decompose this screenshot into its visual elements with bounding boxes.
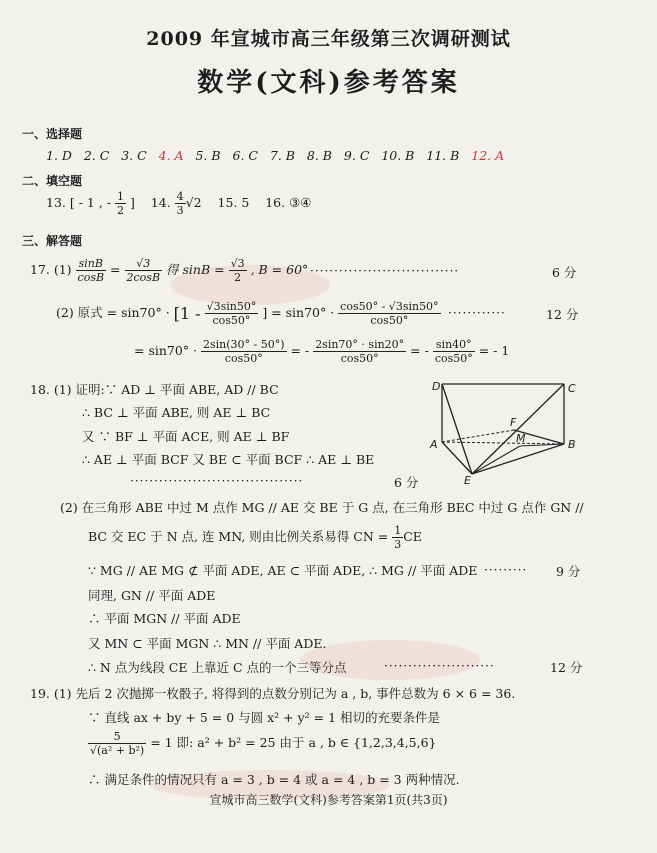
q15-answer: 15. 5 bbox=[217, 195, 250, 210]
q19-line2: ∵ 直线 ax + by + 5 = 0 与圆 x² + y² = 1 相切的充要条件是 bbox=[88, 710, 441, 725]
choice-answers bbox=[46, 148, 504, 163]
geometry-diagram bbox=[424, 378, 594, 486]
q18-2-line3: ∵ MG // AE MG ⊄ 平面 ADE, AE ⊂ 平面 ADE, ∴ MG // 平面 ADE bbox=[88, 563, 478, 578]
answer-8: 8. B bbox=[306, 148, 332, 163]
q18-1-score: 6 分 bbox=[394, 475, 419, 490]
answer-3: 3. C bbox=[121, 148, 147, 163]
page-subtitle: 数学(文科)参考答案 bbox=[197, 68, 460, 98]
label-M: M bbox=[516, 432, 526, 445]
dot-leader: ······························· bbox=[310, 264, 460, 278]
q18-2-line5: ∴ 平面 MGN // 平面 ADE bbox=[88, 611, 241, 626]
q18-2-line7: ∴ N 点为线段 CE 上靠近 C 点的一个三等分点 bbox=[88, 660, 347, 675]
dot-leader: ······················· bbox=[384, 659, 495, 673]
answer-4: 4. A bbox=[158, 148, 184, 163]
q19-line1: 19. (1) 先后 2 次抛掷一枚骰子, 将得到的点数分别记为 a , b, 事件总数为 6 × 6 = 36. bbox=[30, 686, 516, 701]
answer-6: 6. C bbox=[232, 148, 258, 163]
section-heading-solve: 三、解答题 bbox=[22, 234, 83, 248]
q14-label: 14. bbox=[150, 195, 171, 210]
label-F: F bbox=[510, 416, 517, 429]
fill-answers bbox=[46, 190, 311, 217]
q18-line3: 又 ∵ BF ⊥ 平面 ACE, 则 AE ⊥ BF bbox=[82, 429, 290, 444]
q13-fraction: $\frac{1}{2}$ bbox=[117, 190, 125, 217]
answer-5: 5. B bbox=[195, 148, 221, 163]
dot-leader: ············ bbox=[448, 306, 506, 320]
answer-1: 1. D bbox=[46, 148, 72, 163]
q13-post: ] bbox=[130, 195, 135, 210]
label-E: E bbox=[464, 474, 471, 486]
q18-2-line1: (2) 在三角形 ABE 中过 M 点作 MG // AE 交 BE 于 G 点, 在三角形 BEC 中过 G 点作 GN // bbox=[60, 500, 584, 515]
q17-2-score: 12 分 bbox=[546, 307, 579, 322]
q14-fraction: $\frac{4}{3}$ bbox=[176, 190, 184, 217]
dot-leader: ···································· bbox=[130, 474, 304, 488]
page-title: 2009 年宣城市高三年级第三次调研测试 bbox=[146, 28, 511, 50]
section-heading-choice: 一、选择题 bbox=[22, 127, 83, 141]
q18-2-line6: 又 MN ⊂ 平面 MGN ∴ MN // 平面 ADE. bbox=[88, 636, 327, 651]
q17-part2: (2) 原式 = sin70° · [1 - $\frac{√3\sin 50^\circ}{\cos 50^\circ}$ ] = sin70° · $\frac{\cos 50^\circ - √3\sin 50^\circ}{\cos 50^\circ}$ bbox=[56, 300, 439, 327]
label-A: A bbox=[430, 438, 438, 451]
q19-line3: $\frac{5}{\text{√(a² + b²)}}$ = 1 即: a² + b² = 25 由于 a , b ∈ {1,2,3,4,5,6} bbox=[90, 730, 437, 757]
answer-11: 11. B bbox=[426, 148, 460, 163]
q18-2-score12: 12 分 bbox=[550, 660, 583, 675]
q18-2-score9: 9 分 bbox=[556, 564, 581, 579]
answer-10: 10. B bbox=[381, 148, 415, 163]
answer-9: 9. C bbox=[343, 148, 370, 163]
q17-part2-cont: = sin70° · $\frac{2\sin(30^\circ - 50^\circ)}{\cos 50^\circ}$ = - $\frac{2\sin 70^\circ \cdot \sin 20^\circ}{\cos 50^\circ}$ = - $\frac{\sin 40^\circ}{\cos 50^\circ}$ = - 1 bbox=[134, 338, 510, 365]
q13-pre: [ - 1 , - bbox=[69, 195, 112, 210]
q18-2-line2: BC 交 EC 于 N 点, 连 MN, 则由比例关系易得 CN = $\frac{1}{3}$ CE bbox=[88, 524, 422, 551]
q17-part1: 17. (1) $\frac{\sin B}{\cos B}$ = $\frac{√3}{2\cos B}$ 得 sinB = $\frac{√3}{2}$ , B = 60° bbox=[30, 257, 309, 284]
label-B: B bbox=[568, 438, 576, 451]
dot-leader: ········· bbox=[484, 563, 528, 577]
q16-answer: 16. ③④ bbox=[265, 195, 312, 210]
section-heading-fill: 二、填空题 bbox=[22, 174, 83, 188]
q17-1-score: 6 分 bbox=[552, 265, 577, 280]
label-C: C bbox=[568, 382, 576, 395]
q14-post: √2 bbox=[185, 195, 202, 210]
q13-label: 13. bbox=[46, 195, 66, 210]
page-footer: 宣城市高三数学(文科)参考答案第1页(共3页) bbox=[209, 793, 448, 807]
q18-2-line4: 同理, GN // 平面 ADE bbox=[88, 588, 216, 603]
answer-7: 7. B bbox=[269, 148, 295, 163]
q18-line2: ∴ BC ⊥ 平面 ABE, 则 AE ⊥ BC bbox=[82, 405, 271, 420]
answer-12: 12. A bbox=[471, 148, 505, 163]
q19-line4: ∴ 满足条件的情况只有 a = 3 , b = 4 或 a = 4 , b = 3 两种情况. bbox=[88, 772, 460, 787]
label-D: D bbox=[432, 380, 441, 393]
q18-line4: ∴ AE ⊥ 平面 BCF 又 BE ⊂ 平面 BCF ∴ AE ⊥ BE bbox=[82, 452, 375, 467]
q18-line1: 18. (1) 证明:∵ AD ⊥ 平面 ABE, AD // BC bbox=[30, 382, 279, 397]
answer-2: 2. C bbox=[83, 148, 110, 163]
